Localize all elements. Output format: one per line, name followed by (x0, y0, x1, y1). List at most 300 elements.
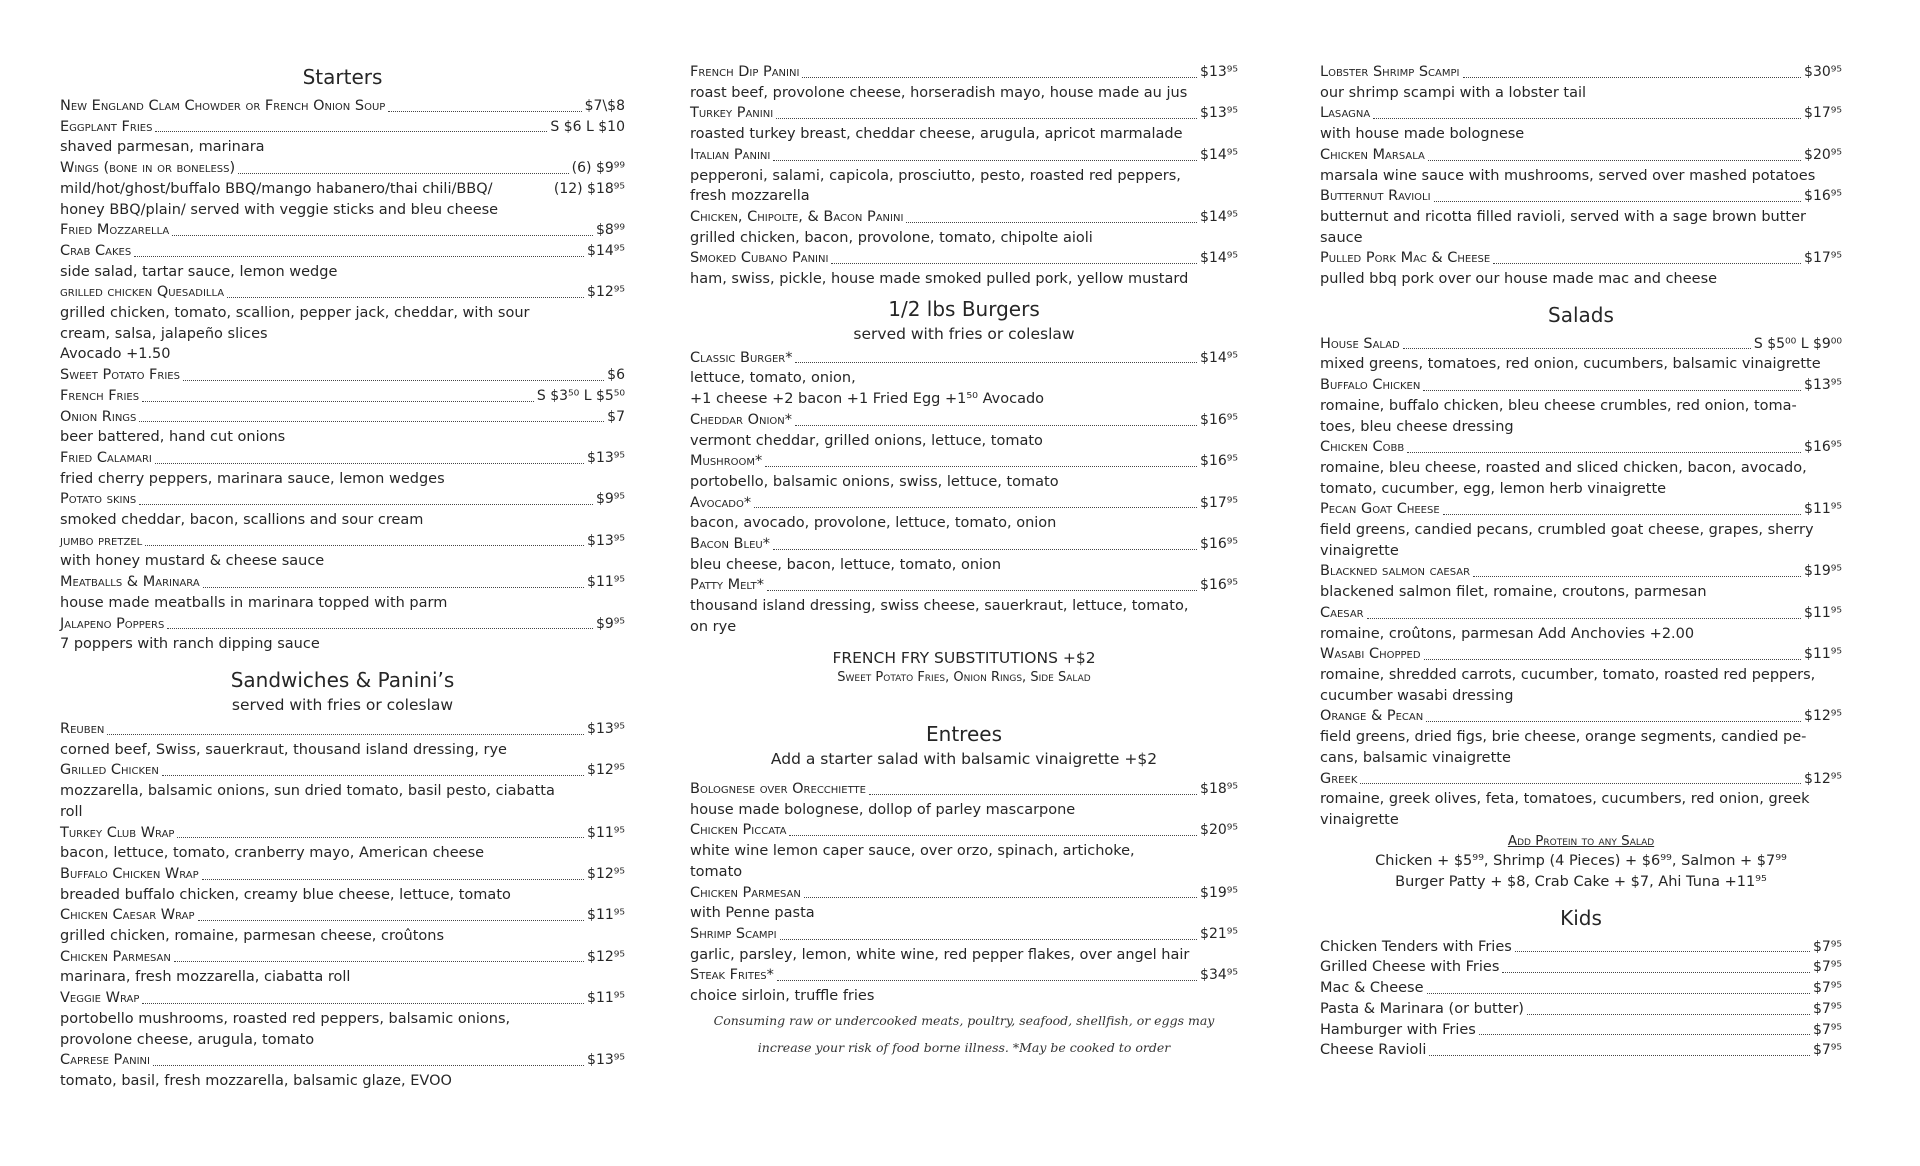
menu-item-name: Pecan Goat Cheese (1320, 501, 1440, 518)
dot-leader (107, 734, 584, 735)
sandwiches-heading: Sandwiches & Panini’s (230, 667, 455, 692)
menu-item-row (60, 864, 625, 885)
dot-leader (1367, 618, 1801, 619)
menu-item-price: (12) $18⁹⁵ (553, 180, 625, 197)
dot-leader (202, 879, 584, 880)
kids-heading: Kids (1560, 905, 1602, 930)
menu-item-name: House Salad (1320, 335, 1400, 352)
menu-item-price: $6 (607, 367, 625, 384)
menu-item-description: provolone cheese, arugula, tomato (60, 1031, 315, 1048)
dot-leader (804, 897, 1197, 898)
menu-item-price: $20⁹⁵ (1200, 822, 1238, 839)
panini-list (690, 62, 1238, 290)
menu-item-description: marinara, fresh mozzarella, ciabatta roll (60, 969, 351, 986)
menu-item-price: $30⁹⁵ (1804, 64, 1842, 80)
menu-item-row (1320, 561, 1842, 582)
menu-item-description: romaine, buffalo chicken, bleu cheese crumbles, red onion, toma- (1320, 397, 1797, 414)
menu-item-row (60, 179, 625, 200)
dot-leader (773, 160, 1197, 161)
starters-list (60, 96, 625, 655)
entrees-subtitle: Add a starter salad with balsamic vinaigrette +$2 (770, 749, 1158, 768)
menu-item-row (690, 493, 1238, 514)
dot-leader (777, 980, 1197, 981)
menu-item-name: Grilled Chicken (60, 762, 159, 779)
menu-item-price: $16⁹⁵ (1200, 577, 1238, 594)
menu-item-name: French Dip Panini (690, 64, 800, 80)
menu-item-row (1320, 375, 1842, 396)
dot-leader (1429, 1055, 1810, 1056)
menu-item-price: $13⁹⁵ (587, 449, 625, 466)
menu-item-name: Lasagna (1320, 105, 1371, 122)
menu-item-name: Crab Cakes (60, 242, 132, 259)
menu-item-description: smoked cheddar, bacon, scallions and sour cream (60, 512, 424, 529)
menu-item-description: mixed greens, tomatoes, red onion, cucumbers, balsamic vinaigrette (1320, 356, 1821, 373)
dot-leader (1427, 993, 1810, 994)
menu-item-price: $11⁹⁵ (587, 907, 625, 924)
dot-leader (1515, 951, 1810, 952)
menu-item-description: butternut and ricotta filled ravioli, served with a sage brown butter (1320, 208, 1806, 225)
entrees-list (690, 779, 1238, 1007)
menu-item-row (690, 924, 1238, 945)
menu-item-description: shaved parmesan, marinara (60, 139, 265, 156)
menu-item-row (690, 207, 1238, 228)
menu-item-row (690, 820, 1238, 841)
dot-leader (802, 77, 1197, 78)
menu-item-price: $17⁹⁵ (1804, 105, 1842, 122)
menu-item-name: Steak Frites* (690, 967, 774, 984)
menu-column-right (1320, 62, 1842, 1061)
menu-item-row (60, 905, 625, 926)
menu-item-row (690, 779, 1238, 800)
menu-item-description: cucumber wasabi dressing (1320, 687, 1514, 704)
menu-item-price: S $5⁰⁰ L $9⁰⁰ (1753, 335, 1842, 352)
dot-leader (869, 794, 1197, 795)
menu-item-name: Lobster Shrimp Scampi (1320, 64, 1460, 80)
menu-item-price: $34⁹⁵ (1200, 967, 1238, 984)
menu-item-description: 7 poppers with ranch dipping sauce (60, 636, 320, 653)
menu-item-description: with house made bolognese (1320, 126, 1525, 143)
menu-item-description: romaine, shredded carrots, cucumber, tomato, roasted red peppers, (1320, 666, 1816, 683)
menu-item-name: Sweet Potato Fries (60, 367, 180, 384)
menu-item-price: $12⁹⁵ (1804, 708, 1842, 725)
dot-leader (172, 235, 593, 236)
dot-leader (1463, 77, 1802, 78)
fry-substitutions-title: FRENCH FRY SUBSTITUTIONS +$2 (832, 648, 1096, 667)
dot-leader (388, 111, 581, 112)
menu-item-name: Turkey Club Wrap (60, 824, 175, 841)
dot-leader (1473, 576, 1801, 577)
menu-item-description: vinaigrette (1320, 542, 1399, 559)
dot-leader (174, 961, 584, 962)
dot-leader (1479, 1034, 1810, 1035)
protein-line-2: Burger Patty + $8, Crab Cake + $7, Ahi Tuna +11⁹⁵ (1395, 874, 1767, 891)
burgers-heading: 1/2 lbs Burgers (888, 296, 1040, 321)
menu-item-row (60, 531, 625, 552)
menu-item-name: Chicken Cobb (1320, 439, 1405, 456)
menu-item-row (60, 719, 625, 740)
menu-item-description: beer battered, hand cut onions (60, 429, 286, 446)
burgers-list (690, 348, 1238, 638)
menu-item-price: $13⁹⁵ (587, 1052, 625, 1069)
dot-leader (1407, 452, 1801, 453)
menu-item-row (1320, 103, 1842, 124)
menu-item-price: $7 (607, 408, 625, 425)
menu-item-row (690, 248, 1238, 269)
menu-item-name: Chicken Parmesan (690, 884, 801, 901)
burgers-subtitle: served with fries or coleslaw (853, 324, 1075, 343)
dot-leader (1434, 201, 1801, 202)
menu-item-price: $12⁹⁵ (587, 762, 625, 779)
menu-item-price: $19⁹⁵ (1804, 563, 1842, 580)
dot-leader (139, 504, 593, 505)
menu-item-price: $12⁹⁵ (587, 948, 625, 965)
menu-item-price: $13⁹⁵ (1200, 105, 1238, 122)
menu-item-row (60, 117, 625, 138)
menu-item-row (60, 386, 625, 407)
dot-leader (153, 1065, 584, 1066)
salads-list (1320, 334, 1842, 831)
menu-item-description: pepperoni, salami, capicola, prosciutto, pesto, roasted red peppers, (690, 167, 1181, 184)
menu-item-price: $7⁹⁵ (1812, 1042, 1842, 1059)
menu-item-name: Italian Panini (690, 146, 771, 163)
menu-item-description: honey BBQ/plain/ served with veggie sticks and bleu cheese (60, 201, 499, 218)
menu-item-description: bacon, avocado, provolone, lettuce, tomato, onion (690, 515, 1057, 532)
menu-item-price: $20⁹⁵ (1804, 146, 1842, 163)
menu-item-description: cans, balsamic vinaigrette (1320, 749, 1511, 766)
menu-item-row (1320, 1040, 1842, 1061)
menu-item-price: $7⁹⁵ (1812, 1000, 1842, 1017)
dot-leader (155, 463, 584, 464)
menu-item-price: $16⁹⁵ (1200, 536, 1238, 553)
starters-heading: Starters (302, 65, 383, 89)
menu-item-name: Reuben (60, 720, 105, 737)
menu-item-price: $16⁹⁵ (1804, 188, 1842, 205)
menu-item-name: Shrimp Scampi (690, 925, 777, 942)
menu-item-description: mozzarella, balsamic onions, sun dried tomato, basil pesto, ciabatta (60, 783, 555, 800)
menu-item-description: grilled chicken, bacon, provolone, tomato, chipolte aioli (690, 229, 1093, 246)
menu-item-description: sauce (1320, 229, 1363, 246)
dot-leader (765, 466, 1197, 467)
menu-item-name: Avocado* (690, 494, 752, 511)
dot-leader (906, 222, 1197, 223)
menu-item-row (60, 448, 625, 469)
menu-item-row (60, 220, 625, 241)
protein-title-text: Add Protein to any Salad (1507, 832, 1655, 849)
menu-item-price: $13⁹⁵ (1804, 377, 1842, 394)
menu-item-description: grilled chicken, romaine, parmesan cheese, croûtons (60, 928, 444, 945)
dot-leader (1424, 659, 1801, 660)
menu-item-row (690, 965, 1238, 986)
menu-item-price: $11⁹⁵ (587, 824, 625, 841)
menu-item-name: grilled chicken Quesadilla (60, 284, 225, 301)
menu-item-price: $7⁹⁵ (1812, 959, 1842, 976)
menu-item-description: grilled chicken, tomato, scallion, pepper jack, cheddar, with sour (60, 305, 530, 322)
menu-item-name: Veggie Wrap (60, 990, 140, 1007)
menu-item-description: house made bolognese, dollop of parley mascarpone (690, 801, 1076, 818)
dot-leader (155, 131, 547, 132)
dot-leader (1373, 118, 1801, 119)
menu-item-row (1320, 769, 1842, 790)
menu-item-price: $17⁹⁵ (1804, 250, 1842, 267)
menu-item-name: Butternut Ravioli (1320, 188, 1431, 205)
menu-item-name: Chicken Marsala (1320, 146, 1425, 163)
dot-leader (795, 425, 1197, 426)
menu-item-row (1320, 706, 1842, 727)
menu-item-row (60, 947, 625, 968)
menu-column-middle (690, 62, 1238, 1061)
menu-item-row (1320, 644, 1842, 665)
menu-item-description: vinaigrette (1320, 811, 1399, 828)
sandwiches-subtitle: served with fries or coleslaw (231, 695, 454, 714)
menu-item-price: $11⁹⁵ (1804, 646, 1842, 663)
menu-item-description: marsala wine sauce with mushrooms, served over mashed potatoes (1320, 167, 1816, 184)
menu-item-name: Meatballs & Marinara (60, 574, 200, 591)
dot-leader (1443, 514, 1801, 515)
menu-item-name: French Fries (60, 387, 140, 404)
dot-leader (767, 590, 1197, 591)
menu-item-price: $11⁹⁵ (587, 574, 625, 591)
menu-item-row (690, 534, 1238, 555)
entrees-heading: Entrees (926, 721, 1002, 746)
menu-item-description: white wine lemon caper sauce, over orzo, spinach, artichoke, (690, 843, 1135, 860)
menu-item-description: fried cherry peppers, marinara sauce, lemon wedges (60, 470, 445, 487)
menu-item-description: portobello, balsamic onions, swiss, lettuce, tomato (690, 473, 1059, 490)
kids-list (1320, 937, 1842, 1061)
dot-leader (795, 362, 1197, 363)
menu-item-description: corned beef, Swiss, sauerkraut, thousand island dressing, rye (60, 741, 507, 758)
menu-item-name: Bacon Bleu* (690, 536, 770, 553)
menu-item-description: field greens, dried figs, brie cheese, orange segments, candied pe- (1320, 729, 1807, 746)
dot-leader (139, 421, 604, 422)
menu-item-description: our shrimp scampi with a lobster tail (1320, 84, 1587, 101)
menu-item-row (1320, 999, 1842, 1020)
dot-leader (831, 263, 1197, 264)
menu-item-description: on rye (690, 618, 737, 635)
menu-item-description: cream, salsa, jalapeño slices (60, 325, 268, 342)
menu-item-price: $16⁹⁵ (1804, 439, 1842, 456)
menu-item-row (60, 489, 625, 510)
menu-item-row (1320, 957, 1842, 978)
dot-leader (773, 549, 1197, 550)
menu-item-description: Avocado +1.50 (60, 346, 171, 363)
menu-item-description: pulled bbq pork over our house made mac and cheese (1320, 271, 1718, 288)
dot-leader (167, 628, 593, 629)
menu-item-row (1320, 499, 1842, 520)
menu-item-row (1320, 186, 1842, 207)
menu-item-row (690, 145, 1238, 166)
menu-item-description: ham, swiss, pickle, house made smoked pulled pork, yellow mustard (690, 271, 1189, 288)
menu-item-price: $19⁹⁵ (1200, 884, 1238, 901)
menu-item-row (60, 96, 625, 117)
menu-item-row (1320, 248, 1842, 269)
menu-item-price: $11⁹⁵ (587, 990, 625, 1007)
dot-leader (789, 835, 1197, 836)
menu-item-description: tomato, cucumber, egg, lemon herb vinaigrette (1320, 480, 1667, 497)
menu-item-description: vermont cheddar, grilled onions, lettuce, tomato (690, 432, 1043, 449)
dot-leader (134, 256, 584, 257)
menu-item-description: with Penne pasta (690, 905, 815, 922)
sandwiches-list (60, 719, 625, 1092)
menu-item-name: Fried Mozzarella (60, 222, 170, 239)
menu-item-name: Classic Burger* (690, 349, 793, 366)
menu-item-row (60, 760, 625, 781)
menu-item-row (60, 365, 625, 386)
menu-item-price: $11⁹⁵ (1804, 501, 1842, 518)
menu-item-row (1320, 937, 1842, 958)
menu-item-name: Eggplant Fries (60, 118, 153, 135)
menu-item-row (690, 451, 1238, 472)
menu-item-row (690, 348, 1238, 369)
dot-leader (162, 775, 584, 776)
menu-item-name: Fried Calamari (60, 449, 152, 466)
menu-item-description: lettuce, tomato, onion, (690, 370, 856, 387)
menu-item-row (690, 883, 1238, 904)
dot-leader (1527, 1014, 1810, 1015)
menu-item-price: $14⁹⁵ (587, 242, 625, 259)
dot-leader (183, 380, 604, 381)
menu-item-name: Cheddar Onion* (690, 411, 793, 428)
dot-leader (1493, 263, 1801, 264)
menu-item-price: $14⁹⁵ (1200, 208, 1238, 225)
menu-item-price: $12⁹⁵ (1804, 770, 1842, 787)
menu-item-name: Chicken, Chipolte, & Bacon Panini (690, 208, 904, 225)
menu-item-name: Buffalo Chicken (1320, 377, 1421, 394)
menu-item-name: Chicken Tenders with Fries (1320, 938, 1512, 955)
menu-item-name: Patty Melt* (690, 577, 764, 594)
menu-item-description: toes, bleu cheese dressing (1320, 418, 1514, 435)
menu-item-description: roasted turkey breast, cheddar cheese, arugula, apricot marmalade (690, 126, 1183, 143)
dot-leader (198, 920, 585, 921)
protein-title (1320, 831, 1842, 852)
menu-item-row (60, 614, 625, 635)
menu-item-description: choice sirloin, truffle fries (690, 988, 875, 1005)
menu-item-name: Pulled Pork Mac & Cheese (1320, 250, 1491, 267)
menu-item-name: Potato skins (60, 491, 137, 508)
menu-item-price: $9⁹⁵ (595, 615, 625, 632)
menu-item-row (1320, 145, 1842, 166)
menu-item-name: Pasta & Marinara (or butter) (1320, 1000, 1524, 1017)
menu-item-description: breaded buffalo chicken, creamy blue cheese, lettuce, tomato (60, 886, 511, 903)
dot-leader (780, 939, 1198, 940)
menu-item-name: Cheese Ravioli (1320, 1042, 1427, 1059)
menu-item-name: jumbo pretzel (60, 532, 143, 549)
food-safety-warning-line-1: Consuming raw or undercooked meats, poultry, seafood, shellfish, or eggs may (713, 1012, 1215, 1028)
menu-item-description: garlic, parsley, lemon, white wine, red pepper flakes, over angel hair (690, 946, 1190, 963)
menu-item-name: Onion Rings (60, 408, 137, 425)
menu-item-price: $17⁹⁵ (1200, 494, 1238, 511)
menu-item-description: +1 cheese +2 bacon +1 Fried Egg +1⁵⁰ Avocado (690, 391, 1045, 408)
menu-item-name: Jalapeno Poppers (60, 615, 165, 632)
menu-item-name: Buffalo Chicken Wrap (60, 865, 199, 882)
menu-item-price: $13⁹⁵ (1200, 64, 1238, 80)
dot-leader (776, 118, 1197, 119)
menu-item-row (1320, 437, 1842, 458)
food-safety-warning-line-2: increase your risk of food borne illness. *May be cooked to order (757, 1039, 1171, 1055)
menu-item-name: Blackned salmon caesar (1320, 563, 1471, 580)
dot-leader (754, 507, 1197, 508)
dot-leader (227, 297, 584, 298)
dot-leader (1502, 972, 1810, 973)
menu-item-name: Chicken Piccata (690, 822, 787, 839)
menu-item-row (690, 62, 1238, 83)
menu-item-row (60, 241, 625, 262)
menu-item-description: side salad, tartar sauce, lemon wedge (60, 263, 338, 280)
menu-item-description: bleu cheese, bacon, lettuce, tomato, onion (690, 556, 1002, 573)
menu-item-price: $14⁹⁵ (1200, 146, 1238, 163)
menu-item-name: Grilled Cheese with Fries (1320, 959, 1500, 976)
protein-line-1: Chicken + $5⁹⁹, Shrimp (4 Pieces) + $6⁹⁹, Salmon + $7⁹⁹ (1375, 853, 1787, 870)
menu-item-price: $16⁹⁵ (1200, 411, 1238, 428)
menu-item-description: thousand island dressing, swiss cheese, sauerkraut, lettuce, tomato, (690, 598, 1189, 615)
menu-item-name: New England Clam Chowder or French Onion Soup (60, 98, 386, 114)
menu-item-row (690, 410, 1238, 431)
entrees-continued-list (1320, 62, 1842, 290)
menu-item-description: bacon, lettuce, tomato, cranberry mayo, American cheese (60, 845, 485, 862)
menu-item-name: Greek (1320, 770, 1358, 787)
menu-item-name: Caprese Panini (60, 1052, 150, 1069)
menu-item-price: $12⁹⁵ (587, 284, 625, 301)
dot-leader (142, 401, 534, 402)
menu-item-row (690, 103, 1238, 124)
menu-item-description: field greens, candied pecans, crumbled goat cheese, grapes, sherry (1320, 522, 1814, 539)
menu-item-row (60, 158, 625, 179)
salads-heading: Salads (1548, 302, 1614, 327)
fry-substitutions-list: Sweet Potato Fries, Onion Rings, Side Salad (837, 670, 1091, 686)
menu-column-left (60, 62, 625, 1092)
menu-item-price: $12⁹⁵ (587, 865, 625, 882)
menu-item-description: house made meatballs in marinara topped with parm (60, 594, 448, 611)
menu-item-price: $11⁹⁵ (1804, 604, 1842, 621)
menu-item-description: fresh mozzarella (690, 188, 810, 205)
menu-item-price: $7⁹⁵ (1812, 938, 1842, 955)
menu-item-row (60, 572, 625, 593)
menu-item-price: S $3⁵⁰ L $5⁵⁰ (536, 387, 625, 404)
menu-item-name: Wings (bone in or boneless) (60, 160, 236, 177)
menu-item-price: $21⁹⁵ (1200, 925, 1238, 942)
menu-item-price: $13⁹⁵ (587, 532, 625, 549)
menu-item-row (1320, 978, 1842, 999)
menu-item-row (1320, 334, 1842, 355)
menu-item-name: Orange & Pecan (1320, 708, 1424, 725)
menu-item-description: romaine, croûtons, parmesan Add Anchovies +2.00 (1320, 625, 1695, 642)
dot-leader (145, 545, 584, 546)
menu-item-description: portobello mushrooms, roasted red peppers, balsamic onions, (60, 1010, 511, 1027)
menu-item-name: Caesar (1320, 604, 1364, 621)
dot-leader (1428, 160, 1801, 161)
menu-item-price: (6) $9⁹⁹ (571, 160, 625, 177)
menu-item-price: $7⁹⁵ (1812, 980, 1842, 997)
menu-item-row (1320, 62, 1842, 83)
menu-item-description: tomato, basil, fresh mozzarella, balsamic glaze, EVOO (60, 1072, 452, 1089)
menu-item-description: with honey mustard & cheese sauce (60, 553, 325, 570)
menu-item-price: $7⁹⁵ (1812, 1021, 1842, 1038)
dot-leader (1426, 721, 1801, 722)
menu-item-price: $18⁹⁵ (1200, 780, 1238, 797)
menu-item-row (690, 575, 1238, 596)
menu-item-row (60, 1050, 625, 1071)
menu-item-price: $13⁹⁵ (587, 720, 625, 737)
menu-item-description: roll (60, 803, 83, 820)
menu-item-description: roast beef, provolone cheese, horseradish mayo, house made au jus (690, 84, 1188, 101)
menu-item-description: blackened salmon filet, romaine, croutons, parmesan (1320, 584, 1707, 601)
dot-leader (1360, 783, 1801, 784)
menu-item-row (1320, 603, 1842, 624)
menu-item-price: $14⁹⁵ (1200, 349, 1238, 366)
menu-item-row (60, 988, 625, 1009)
menu-item-row (1320, 1020, 1842, 1041)
menu-item-name: Bolognese over Orecchiette (690, 780, 866, 797)
menu-item-name: Smoked Cubano Panini (690, 250, 829, 267)
